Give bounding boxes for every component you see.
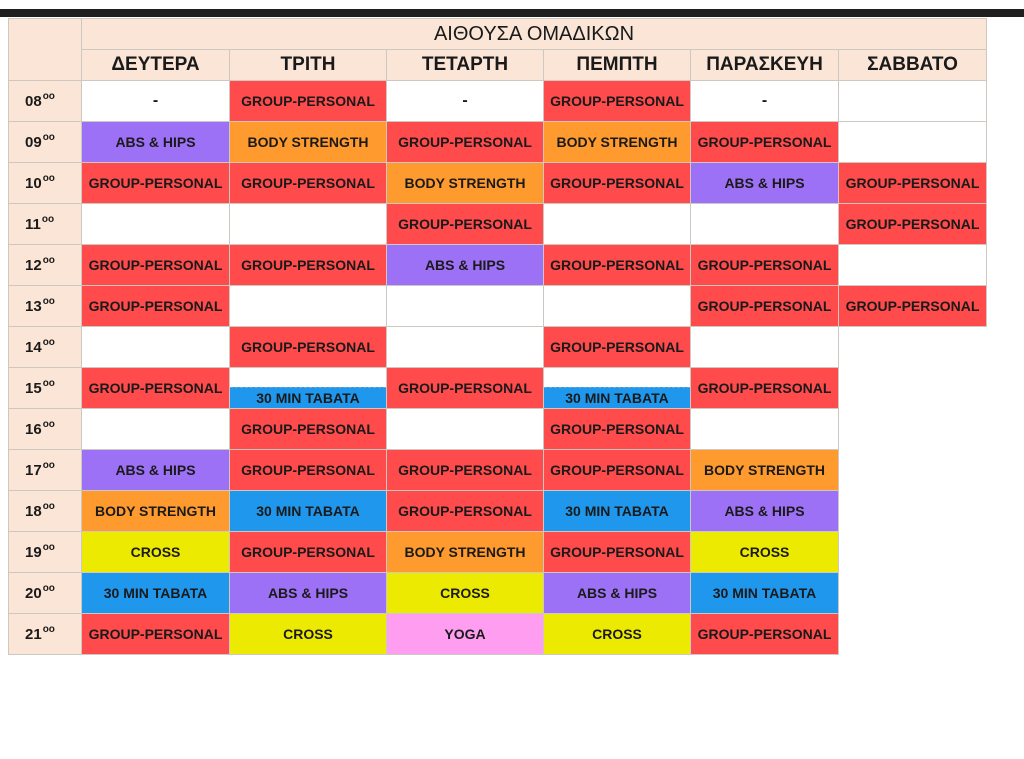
class-half (544, 387, 690, 408)
class-label: ABS & HIPS (724, 175, 805, 191)
empty-area (839, 450, 987, 491)
class-label: GROUP-PERSONAL (88, 626, 223, 642)
class-cell (387, 573, 544, 614)
class-cell (544, 614, 691, 655)
time-hour: 16 (25, 421, 42, 438)
class-label: GROUP-PERSONAL (845, 175, 980, 191)
class-cell (691, 122, 839, 163)
class-label: GROUP-PERSONAL (697, 134, 832, 150)
class-label: GROUP-PERSONAL (550, 175, 684, 191)
time-minutes-sup: οο (42, 501, 55, 512)
class-cell (691, 163, 839, 204)
class-cell (82, 163, 230, 204)
time-hour: 17 (25, 462, 42, 479)
class-cell (544, 81, 691, 122)
time-hour: 21 (25, 626, 42, 643)
time-label (9, 327, 82, 368)
time-hour: 14 (25, 339, 42, 356)
class-label: GROUP-PERSONAL (398, 380, 532, 396)
empty-cell (544, 286, 691, 327)
time-label (9, 163, 82, 204)
time-minutes-sup: οο (42, 296, 55, 307)
time-label (9, 204, 82, 245)
empty-cell (230, 204, 387, 245)
time-slot-row (9, 81, 987, 122)
time-minutes-sup: οο (42, 419, 55, 430)
empty-area (839, 573, 987, 614)
class-label: CROSS (440, 585, 490, 601)
class-cell (544, 122, 691, 163)
empty-cell (82, 327, 230, 368)
class-cell (230, 573, 387, 614)
class-label: GROUP-PERSONAL (241, 544, 375, 560)
class-cell (387, 163, 544, 204)
class-cell (839, 204, 987, 245)
time-slot-row (9, 409, 987, 450)
class-label: 30 MIN TABATA (256, 390, 360, 406)
class-cell (230, 327, 387, 368)
empty-cell (691, 204, 839, 245)
class-label: ABS & HIPS (115, 462, 196, 478)
time-minutes-sup: οο (42, 624, 55, 635)
class-cell (544, 573, 691, 614)
time-label (9, 491, 82, 532)
class-cell (691, 450, 839, 491)
time-slot-row (9, 614, 987, 655)
class-cell (544, 491, 691, 532)
empty-cell (82, 204, 230, 245)
time-slot-row (9, 286, 987, 327)
class-label: ABS & HIPS (576, 585, 658, 601)
class-cell (230, 491, 387, 532)
class-label: BODY STRENGTH (247, 134, 369, 150)
time-hour: 12 (25, 257, 42, 274)
corner-cell-days (9, 50, 82, 81)
class-cell (82, 81, 230, 122)
class-label: GROUP-PERSONAL (550, 339, 684, 355)
class-cell (544, 532, 691, 573)
class-cell (544, 163, 691, 204)
time-label (9, 409, 82, 450)
class-cell (82, 286, 230, 327)
class-cell (82, 491, 230, 532)
empty-cell (387, 286, 544, 327)
class-label: GROUP-PERSONAL (88, 298, 223, 314)
class-label: GROUP-PERSONAL (241, 257, 375, 273)
class-label: GROUP-PERSONAL (550, 544, 684, 560)
time-minutes-sup: οο (42, 378, 55, 389)
class-label: GROUP-PERSONAL (550, 462, 684, 478)
empty-area (839, 614, 987, 655)
time-hour: 15 (25, 380, 42, 397)
time-label (9, 81, 82, 122)
empty-cell (387, 327, 544, 368)
class-cell (387, 491, 544, 532)
class-label: - (761, 92, 768, 109)
class-cell (544, 327, 691, 368)
class-cell (230, 532, 387, 573)
class-label: GROUP-PERSONAL (845, 298, 980, 314)
class-cell (82, 368, 230, 409)
day-header: ΠΕΜΠΤΗ (544, 50, 691, 81)
class-label: 30 MIN TABATA (256, 503, 360, 519)
time-slot-row (9, 122, 987, 163)
time-label (9, 286, 82, 327)
class-cell (839, 163, 987, 204)
class-half (230, 387, 386, 408)
class-label: GROUP-PERSONAL (697, 257, 832, 273)
schedule-table (8, 18, 987, 655)
time-hour: 19 (25, 544, 42, 561)
empty-cell (839, 81, 987, 122)
class-label: GROUP-PERSONAL (241, 93, 375, 109)
class-label: YOGA (444, 626, 486, 642)
time-slot-row (9, 573, 987, 614)
class-label: GROUP-PERSONAL (398, 134, 532, 150)
class-cell (230, 245, 387, 286)
class-cell (544, 409, 691, 450)
time-label (9, 532, 82, 573)
empty-cell (230, 286, 387, 327)
empty-cell (387, 409, 544, 450)
class-cell (387, 532, 544, 573)
time-slot-row (9, 204, 987, 245)
day-header: ΠΑΡΑΣΚΕΥΗ (691, 50, 839, 81)
time-label (9, 573, 82, 614)
class-label: GROUP-PERSONAL (697, 298, 832, 314)
time-slot-row (9, 163, 987, 204)
day-header: ΣΑΒΒΑΤΟ (839, 50, 987, 81)
empty-half (230, 368, 386, 388)
class-label: 30 MIN TABATA (103, 585, 208, 601)
class-cell (387, 245, 544, 286)
class-cell (82, 614, 230, 655)
time-hour: 10 (25, 175, 42, 192)
class-cell (387, 122, 544, 163)
time-minutes-sup: οο (42, 460, 55, 471)
time-minutes-sup: οο (42, 255, 55, 266)
class-label: CROSS (130, 544, 181, 560)
class-cell (544, 450, 691, 491)
time-hour: 18 (25, 503, 42, 520)
corner-cell (9, 19, 82, 50)
class-label: ABS & HIPS (267, 585, 349, 601)
time-minutes-sup: οο (41, 214, 55, 225)
time-minutes-sup: οο (42, 173, 55, 184)
empty-cell (839, 245, 987, 286)
time-label (9, 614, 82, 655)
class-label: GROUP-PERSONAL (845, 216, 980, 232)
time-label (9, 368, 82, 409)
class-label: 30 MIN TABATA (565, 503, 669, 519)
class-cell (230, 163, 387, 204)
empty-cell (839, 122, 987, 163)
class-label: CROSS (592, 626, 642, 642)
class-label: GROUP-PERSONAL (550, 421, 684, 437)
empty-cell (82, 409, 230, 450)
time-slot-row (9, 245, 987, 286)
day-header: ΔΕΥΤΕΡΑ (82, 50, 230, 81)
class-label: GROUP-PERSONAL (697, 380, 832, 396)
time-hour: 13 (25, 298, 42, 315)
class-label: GROUP-PERSONAL (241, 339, 375, 355)
class-cell (82, 573, 230, 614)
time-slot-row (9, 368, 987, 409)
class-cell (387, 614, 544, 655)
time-minutes-sup: οο (42, 91, 55, 102)
class-cell (230, 81, 387, 122)
top-border-bar (0, 9, 1024, 17)
class-cell (82, 122, 230, 163)
empty-area (839, 327, 987, 368)
class-label: - (152, 92, 159, 109)
empty-cell (691, 409, 839, 450)
class-label: - (462, 92, 468, 109)
class-label: GROUP-PERSONAL (550, 257, 684, 273)
time-minutes-sup: οο (42, 583, 55, 594)
time-minutes-sup: οο (42, 132, 55, 143)
time-label (9, 245, 82, 286)
class-cell (691, 614, 839, 655)
time-slot-row (9, 327, 987, 368)
class-cell (387, 204, 544, 245)
class-label: GROUP-PERSONAL (398, 216, 532, 232)
class-cell (230, 409, 387, 450)
class-cell (691, 491, 839, 532)
time-hour: 08 (25, 93, 42, 110)
time-slot-row (9, 491, 987, 532)
empty-area (839, 368, 987, 409)
time-hour: 20 (25, 585, 42, 602)
class-label: 30 MIN TABATA (565, 390, 669, 406)
class-cell (691, 368, 839, 409)
class-label: CROSS (739, 544, 790, 560)
class-cell (691, 573, 839, 614)
class-label: GROUP-PERSONAL (550, 93, 684, 109)
class-cell (387, 81, 544, 122)
class-cell (230, 450, 387, 491)
class-label: ABS & HIPS (115, 134, 196, 150)
time-label (9, 122, 82, 163)
class-label: CROSS (283, 626, 333, 642)
class-cell (230, 614, 387, 655)
time-hour: 11 (25, 216, 41, 233)
day-header: ΤΕΤΑΡΤΗ (387, 50, 544, 81)
empty-half (544, 368, 690, 388)
class-label: 30 MIN TABATA (712, 585, 817, 601)
class-cell (387, 450, 544, 491)
class-cell-split (544, 368, 691, 409)
day-header: ΤΡΙΤΗ (230, 50, 387, 81)
class-label: ABS & HIPS (424, 257, 506, 273)
class-cell (691, 286, 839, 327)
class-cell (82, 245, 230, 286)
class-cell (544, 245, 691, 286)
time-minutes-sup: οο (42, 337, 55, 348)
class-label: GROUP-PERSONAL (398, 462, 532, 478)
class-label: BODY STRENGTH (556, 134, 678, 150)
class-label: BODY STRENGTH (404, 175, 526, 191)
empty-area (839, 532, 987, 573)
schedule-title: ΑΙΘΟΥΣΑ ΟΜΑΔΙΚΩΝ (82, 19, 987, 50)
class-cell-split (230, 368, 387, 409)
class-label: GROUP-PERSONAL (398, 503, 532, 519)
empty-area (839, 491, 987, 532)
time-hour: 09 (25, 134, 42, 151)
class-cell (82, 450, 230, 491)
time-slot-row (9, 532, 987, 573)
class-label: BODY STRENGTH (94, 503, 217, 519)
empty-cell (691, 327, 839, 368)
class-label: GROUP-PERSONAL (697, 626, 832, 642)
class-label: ABS & HIPS (724, 503, 805, 519)
time-label (9, 450, 82, 491)
class-cell (691, 245, 839, 286)
class-cell (691, 532, 839, 573)
class-label: BODY STRENGTH (404, 544, 526, 560)
class-cell (230, 122, 387, 163)
class-cell (839, 286, 987, 327)
class-cell (387, 368, 544, 409)
class-label: GROUP-PERSONAL (241, 421, 375, 437)
time-minutes-sup: οο (42, 542, 55, 553)
schedule-sheet (8, 18, 987, 655)
class-cell (691, 81, 839, 122)
class-cell (82, 532, 230, 573)
class-label: GROUP-PERSONAL (88, 380, 223, 396)
class-label: GROUP-PERSONAL (241, 462, 375, 478)
class-label: BODY STRENGTH (703, 462, 826, 478)
class-label: GROUP-PERSONAL (88, 257, 223, 273)
empty-cell (544, 204, 691, 245)
empty-area (839, 409, 987, 450)
time-slot-row (9, 450, 987, 491)
class-label: GROUP-PERSONAL (241, 175, 375, 191)
class-label: GROUP-PERSONAL (88, 175, 223, 191)
